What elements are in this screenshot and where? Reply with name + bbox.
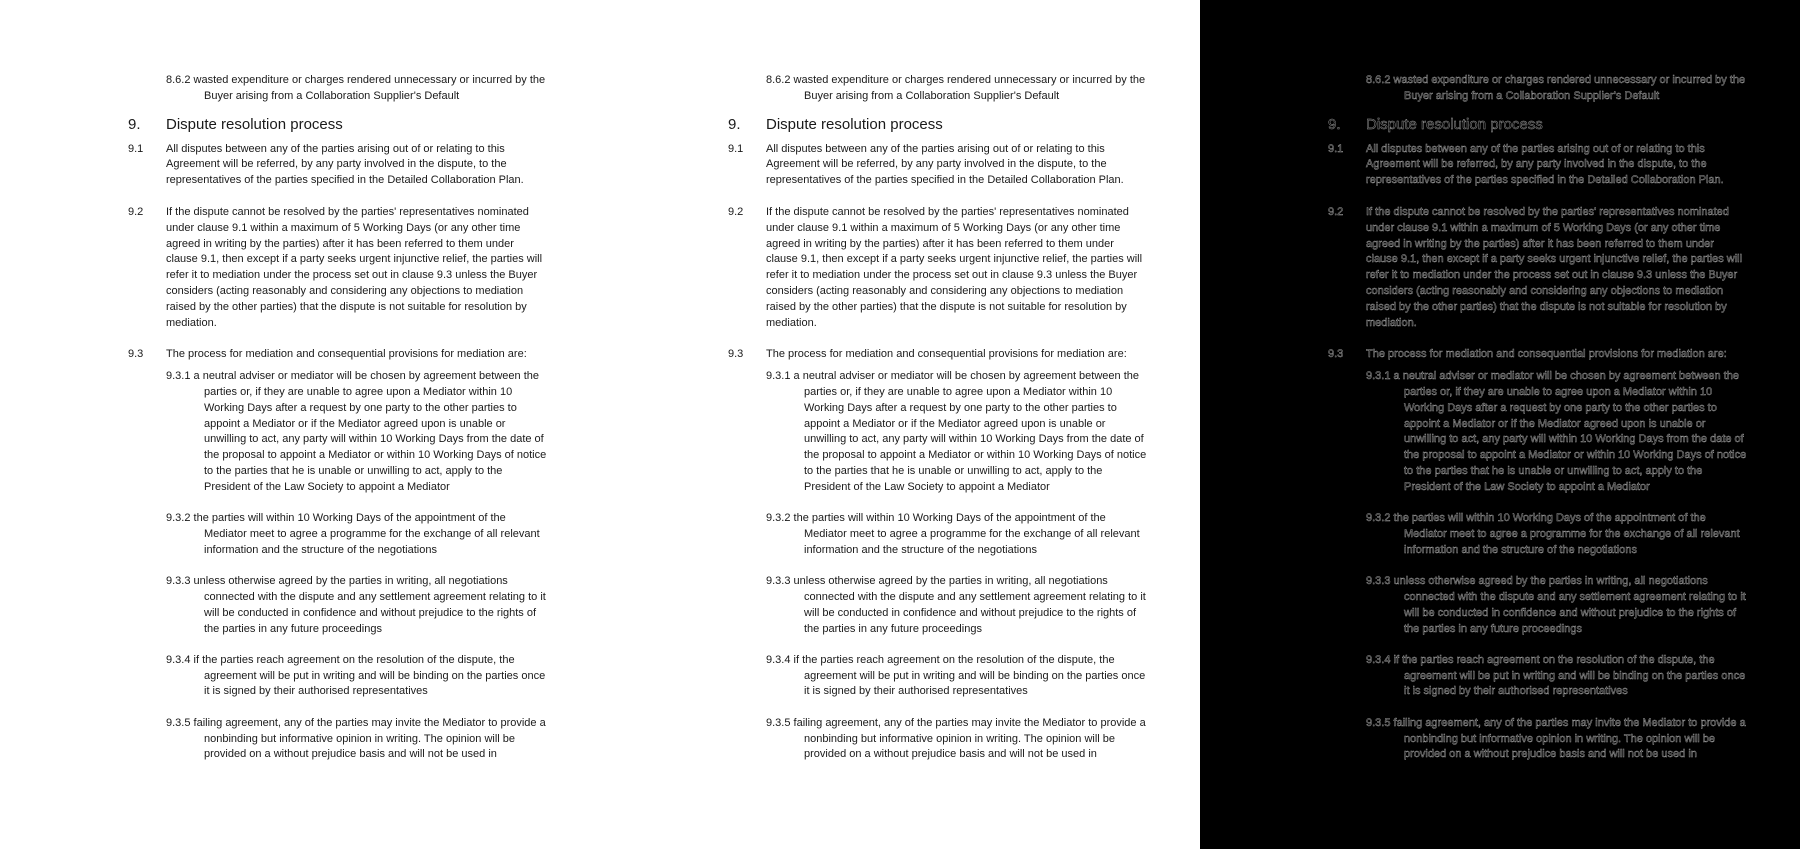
clause-text: If the dispute cannot be resolved by the parties' representatives nominated under clause 9.1 within a maximum of 5 Working Days (or any other time agreed in writing by the parties) after it has been referred to them under clause 9.1, then except if a party seeks urgent injunctive relief, the parties will refer it to mediation under the process set out in clause 9.3 unless the Buyer considers (acting reasonably and considering any objections to mediation raised by the other parties) that the dispute is not suitable for resolution by mediation. — [1366, 205, 1743, 329]
clause-9-3-4: 9.3.4 if the parties reach agreement on the resolution of the dispute, the agreement will be put in writing and will be binding on the parties once it is signed by their authorised representatives — [1366, 653, 1746, 698]
document-page — [1328, 73, 1748, 779]
clause-number: 9.1 — [128, 142, 144, 155]
section-number: 9. — [128, 115, 141, 133]
clause-9-3-3: 9.3.3 unless otherwise agreed by the parties in writing, all negotiations connected with the dispute and any settlement agreement relating to it will be conducted in confidence and without prejudice to the rights of the parties in any future proceedings — [766, 575, 1146, 635]
document-panel-copy — [600, 0, 1200, 849]
clause-9-3-1: 9.3.1 a neutral adviser or mediator will be chosen by agreement between the parties or, if they are unable to agree upon a Mediator within 10 Working Days after a request by one party to the other parties to appoint a Mediator or if the Mediator agreed upon is unable or unwilling to act, any party will within 10 Working Days from the date of the proposal to appoint a Mediator or within 10 Working Days of notice to the parties that he is unable or unwilling to act, apply to the President of the Law Society to appoint a Mediator — [166, 370, 547, 493]
clause-text: All disputes between any of the parties arising out of or relating to this Agreement will be referred, by any party involved in the dispute, to the representatives of the parties specified in the Detailed Collaboration Plan. — [166, 142, 524, 187]
clause-9-2 — [1328, 205, 1748, 331]
clause-number: 9.3 — [728, 348, 744, 361]
clause-number: 9.3 — [128, 348, 144, 361]
clause-number: 9.2 — [1328, 205, 1344, 218]
clause-9-3-4: 9.3.4 if the parties reach agreement on the resolution of the dispute, the agreement will be put in writing and will be binding on the parties once it is signed by their authorised representatives — [766, 653, 1146, 698]
section-title: Dispute resolution process — [1366, 115, 1543, 133]
section-heading — [1328, 115, 1748, 135]
clause-text: The process for mediation and consequential provisions for mediation are: — [1366, 348, 1727, 361]
clause-9-1 — [1328, 142, 1748, 189]
clause-9-3-3: 9.3.3 unless otherwise agreed by the parties in writing, all negotiations connected with the dispute and any settlement agreement relating to it will be conducted in confidence and without prejudice to the rights of the parties in any future proceedings — [1366, 575, 1746, 635]
clause-text: All disputes between any of the parties arising out of or relating to this Agreement will be referred, by any party involved in the dispute, to the representatives of the parties specified in the Detailed Collaboration Plan. — [1366, 142, 1724, 187]
section-number: 9. — [1328, 115, 1341, 133]
clause-9-2 — [728, 205, 1148, 331]
section-number: 9. — [728, 115, 741, 133]
clause-text: All disputes between any of the parties arising out of or relating to this Agreement will be referred, by any party involved in the dispute, to the representatives of the parties specified in the Detailed Collaboration Plan. — [766, 142, 1124, 187]
clause-9-3-5: 9.3.5 failing agreement, any of the parties may invite the Mediator to provide a nonbinding but informative opinion in writing. The opinion will be provided on a without prejudice basis and will not be used in — [1366, 716, 1746, 761]
clause-9-3-2: 9.3.2 the parties will within 10 Working Days of the appointment of the Mediator meet to agree a programme for the exchange of all relevant information and the structure of the negotiations — [1366, 512, 1740, 556]
document-page — [728, 73, 1148, 779]
section-title: Dispute resolution process — [166, 115, 343, 133]
clause-9-1 — [728, 142, 1148, 189]
clause-9-3-1: 9.3.1 a neutral adviser or mediator will be chosen by agreement between the parties or, if they are unable to agree upon a Mediator within 10 Working Days after a request by one party to the other parties to appoint a Mediator or if the Mediator agreed upon is unable or unwilling to act, any party will within 10 Working Days from the date of the proposal to appoint a Mediator or within 10 Working Days of notice to the parties that he is unable or unwilling to act, apply to the President of the Law Society to appoint a Mediator — [1366, 370, 1747, 493]
clause-8-6-2: 8.6.2 wasted expenditure or charges rendered unnecessary or incurred by the Buyer arising from a Collaboration Supplier's Default — [1366, 74, 1746, 102]
clause-9-3-2: 9.3.2 the parties will within 10 Working Days of the appointment of the Mediator meet to agree a programme for the exchange of all relevant information and the structure of the negotiations — [166, 512, 540, 556]
clause-9-3 — [1328, 347, 1748, 363]
clause-number: 9.2 — [728, 205, 744, 218]
clause-9-3 — [728, 347, 1148, 363]
clause-number: 9.1 — [1328, 142, 1344, 155]
clause-8-6-2: 8.6.2 wasted expenditure or charges rendered unnecessary or incurred by the Buyer arising from a Collaboration Supplier's Default — [766, 74, 1146, 102]
clause-9-1 — [128, 142, 548, 189]
clause-9-3-4: 9.3.4 if the parties reach agreement on the resolution of the dispute, the agreement will be put in writing and will be binding on the parties once it is signed by their authorised representatives — [166, 653, 546, 698]
clause-number: 9.1 — [728, 142, 744, 155]
clause-9-3-1: 9.3.1 a neutral adviser or mediator will be chosen by agreement between the parties or, if they are unable to agree upon a Mediator within 10 Working Days after a request by one party to the other parties to appoint a Mediator or if the Mediator agreed upon is unable or unwilling to act, any party will within 10 Working Days from the date of the proposal to appoint a Mediator or within 10 Working Days of notice to the parties that he is unable or unwilling to act, apply to the President of the Law Society to appoint a Mediator — [766, 370, 1147, 493]
clause-9-3-5: 9.3.5 failing agreement, any of the parties may invite the Mediator to provide a nonbinding but informative opinion in writing. The opinion will be provided on a without prejudice basis and will not be used in — [766, 716, 1146, 761]
clause-text: If the dispute cannot be resolved by the parties' representatives nominated under clause 9.1 within a maximum of 5 Working Days (or any other time agreed in writing by the parties) after it has been referred to them under clause 9.1, then except if a party seeks urgent injunctive relief, the parties will refer it to mediation under the process set out in clause 9.3 unless the Buyer considers (acting reasonably and considering any objections to mediation raised by the other parties) that the dispute is not suitable for resolution by mediation. — [766, 205, 1143, 329]
clause-9-2 — [128, 205, 548, 331]
clause-number: 9.3 — [1328, 348, 1344, 361]
clause-9-3 — [128, 347, 548, 363]
clause-9-3-3: 9.3.3 unless otherwise agreed by the parties in writing, all negotiations connected with the dispute and any settlement agreement relating to it will be conducted in confidence and without prejudice to the rights of the parties in any future proceedings — [166, 575, 546, 635]
section-title: Dispute resolution process — [766, 115, 943, 133]
clause-text: The process for mediation and consequential provisions for mediation are: — [166, 348, 527, 361]
document-page — [128, 73, 548, 779]
section-heading — [728, 115, 1148, 135]
clause-number: 9.2 — [128, 205, 144, 218]
document-panel-original — [0, 0, 600, 849]
clause-8-6-2: 8.6.2 wasted expenditure or charges rendered unnecessary or incurred by the Buyer arising from a Collaboration Supplier's Default — [166, 74, 546, 102]
clause-text: The process for mediation and consequential provisions for mediation are: — [766, 348, 1127, 361]
clause-text: If the dispute cannot be resolved by the parties' representatives nominated under clause 9.1 within a maximum of 5 Working Days (or any other time agreed in writing by the parties) after it has been referred to them under clause 9.1, then except if a party seeks urgent injunctive relief, the parties will refer it to mediation under the process set out in clause 9.3 unless the Buyer considers (acting reasonably and considering any objections to mediation raised by the other parties) that the dispute is not suitable for resolution by mediation. — [166, 205, 543, 329]
document-panel-outline — [1200, 0, 1800, 849]
section-heading — [128, 115, 548, 135]
clause-9-3-5: 9.3.5 failing agreement, any of the parties may invite the Mediator to provide a nonbinding but informative opinion in writing. The opinion will be provided on a without prejudice basis and will not be used in — [166, 716, 546, 761]
clause-9-3-2: 9.3.2 the parties will within 10 Working Days of the appointment of the Mediator meet to agree a programme for the exchange of all relevant information and the structure of the negotiations — [766, 512, 1140, 556]
